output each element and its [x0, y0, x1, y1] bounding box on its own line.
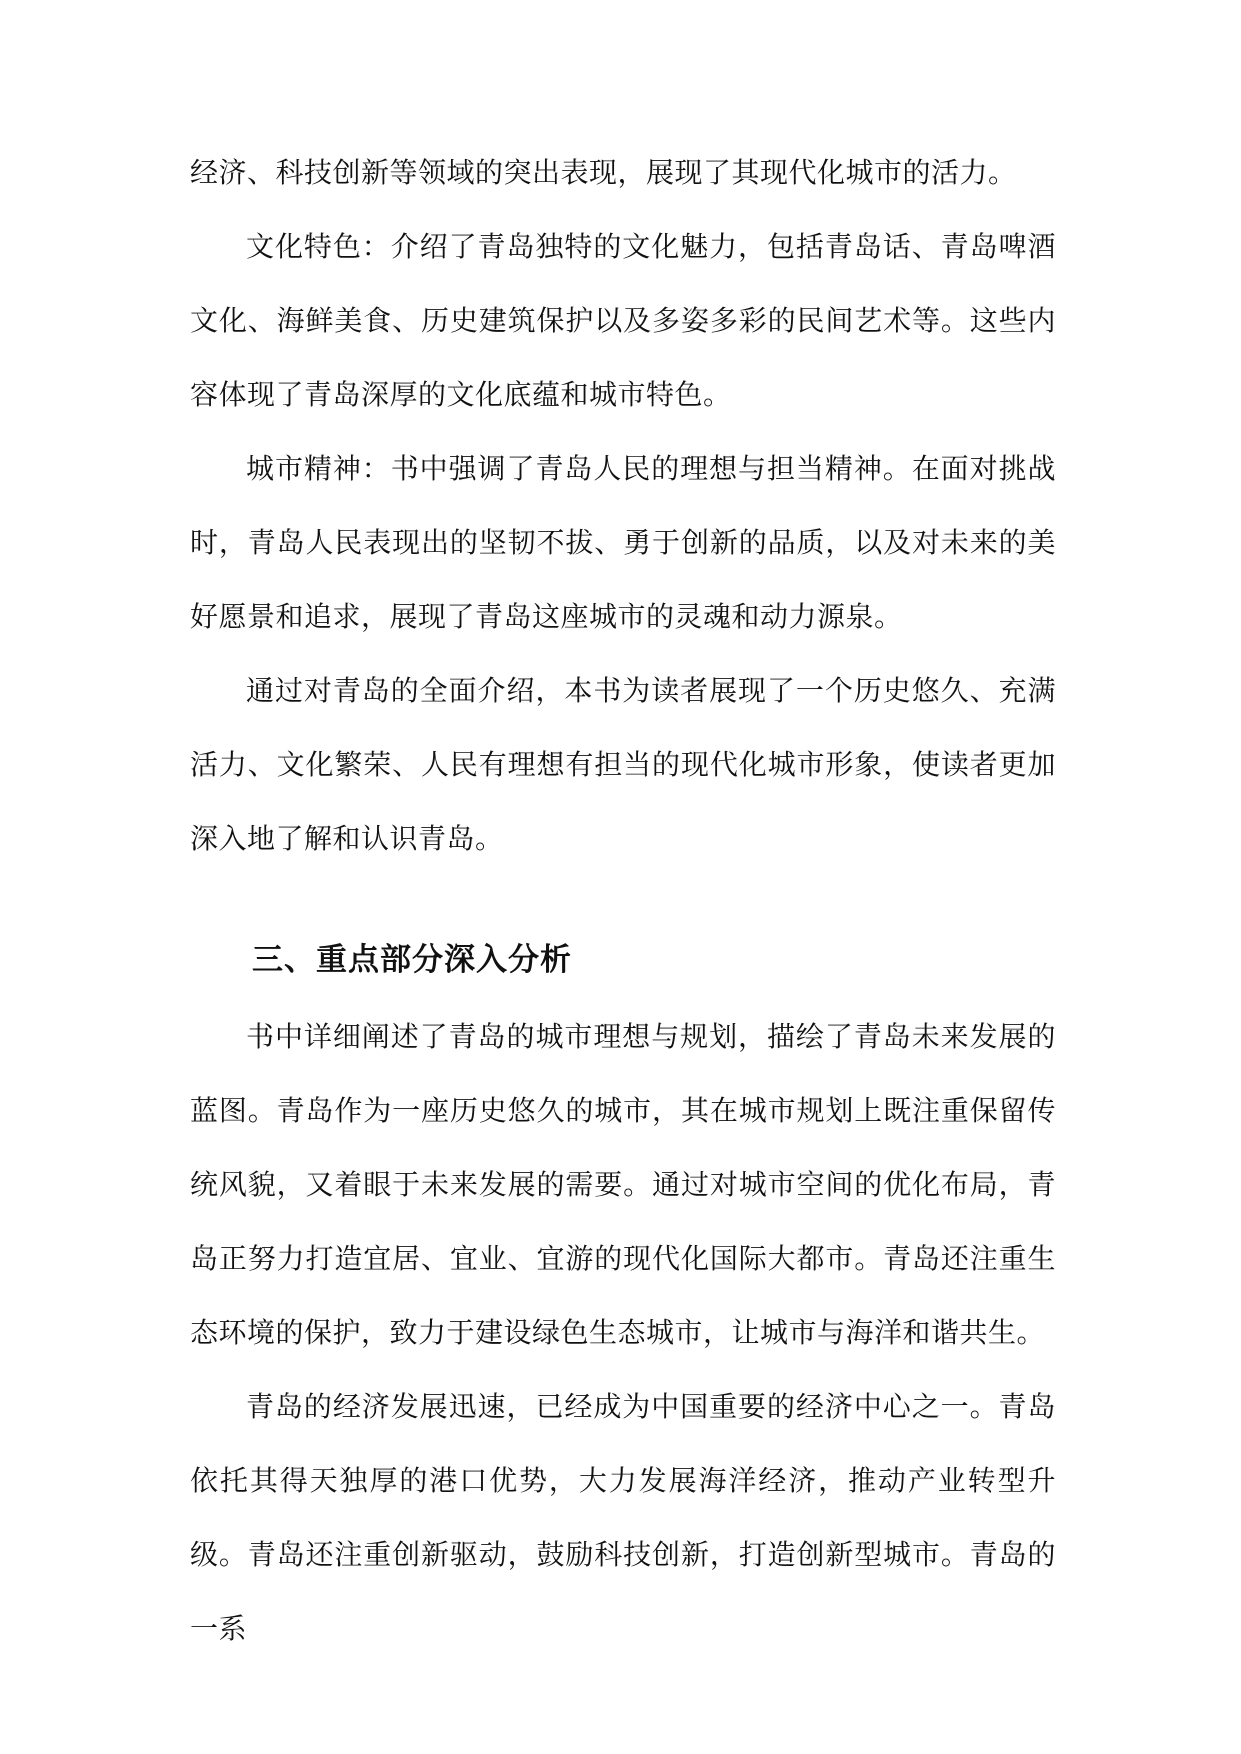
section-heading: 三、重点部分深入分析 — [252, 942, 572, 978]
paragraph-city-planning: 书中详细阐述了青岛的城市理想与规划，描绘了青岛未来发展的蓝图。青岛作为一座历史悠久的城市，其在城市规划上既注重保留传统风貌，又着眼于未来发展的需要。通过对城市空间的优化布局，青岛正努力打造宜居、宜业、宜游的现代化国际大都市。青岛还注重生态环境的保护，致力于建设绿色生态城市，让城市与海洋和谐共生。 — [190, 1020, 1056, 1349]
paragraph-continuation: 经济、科技创新等领域的突出表现，展现了其现代化城市的活力。 — [190, 156, 1017, 189]
paragraph-economic-development: 青岛的经济发展迅速，已经成为中国重要的经济中心之一。青岛依托其得天独厚的港口优势，大力发展海洋经济，推动产业转型升级。青岛还注重创新驱动，鼓励科技创新，打造创新型城市。青岛的一系 — [190, 1390, 1056, 1645]
body-text-lower — [190, 1000, 1056, 1666]
body-text-upper — [190, 136, 1056, 876]
paragraph-summary: 通过对青岛的全面介绍，本书为读者展现了一个历史悠久、充满活力、文化繁荣、人民有理想有担当的现代化城市形象，使读者更加深入地了解和认识青岛。 — [190, 674, 1056, 855]
paragraph-cultural-features: 文化特色：介绍了青岛独特的文化魅力，包括青岛话、青岛啤酒文化、海鲜美食、历史建筑保护以及多姿多彩的民间艺术等。这些内容体现了青岛深厚的文化底蕴和城市特色。 — [190, 230, 1056, 411]
paragraph-city-spirit: 城市精神：书中强调了青岛人民的理想与担当精神。在面对挑战时，青岛人民表现出的坚韧不拔、勇于创新的品质，以及对未来的美好愿景和追求，展现了青岛这座城市的灵魂和动力源泉。 — [190, 452, 1056, 633]
